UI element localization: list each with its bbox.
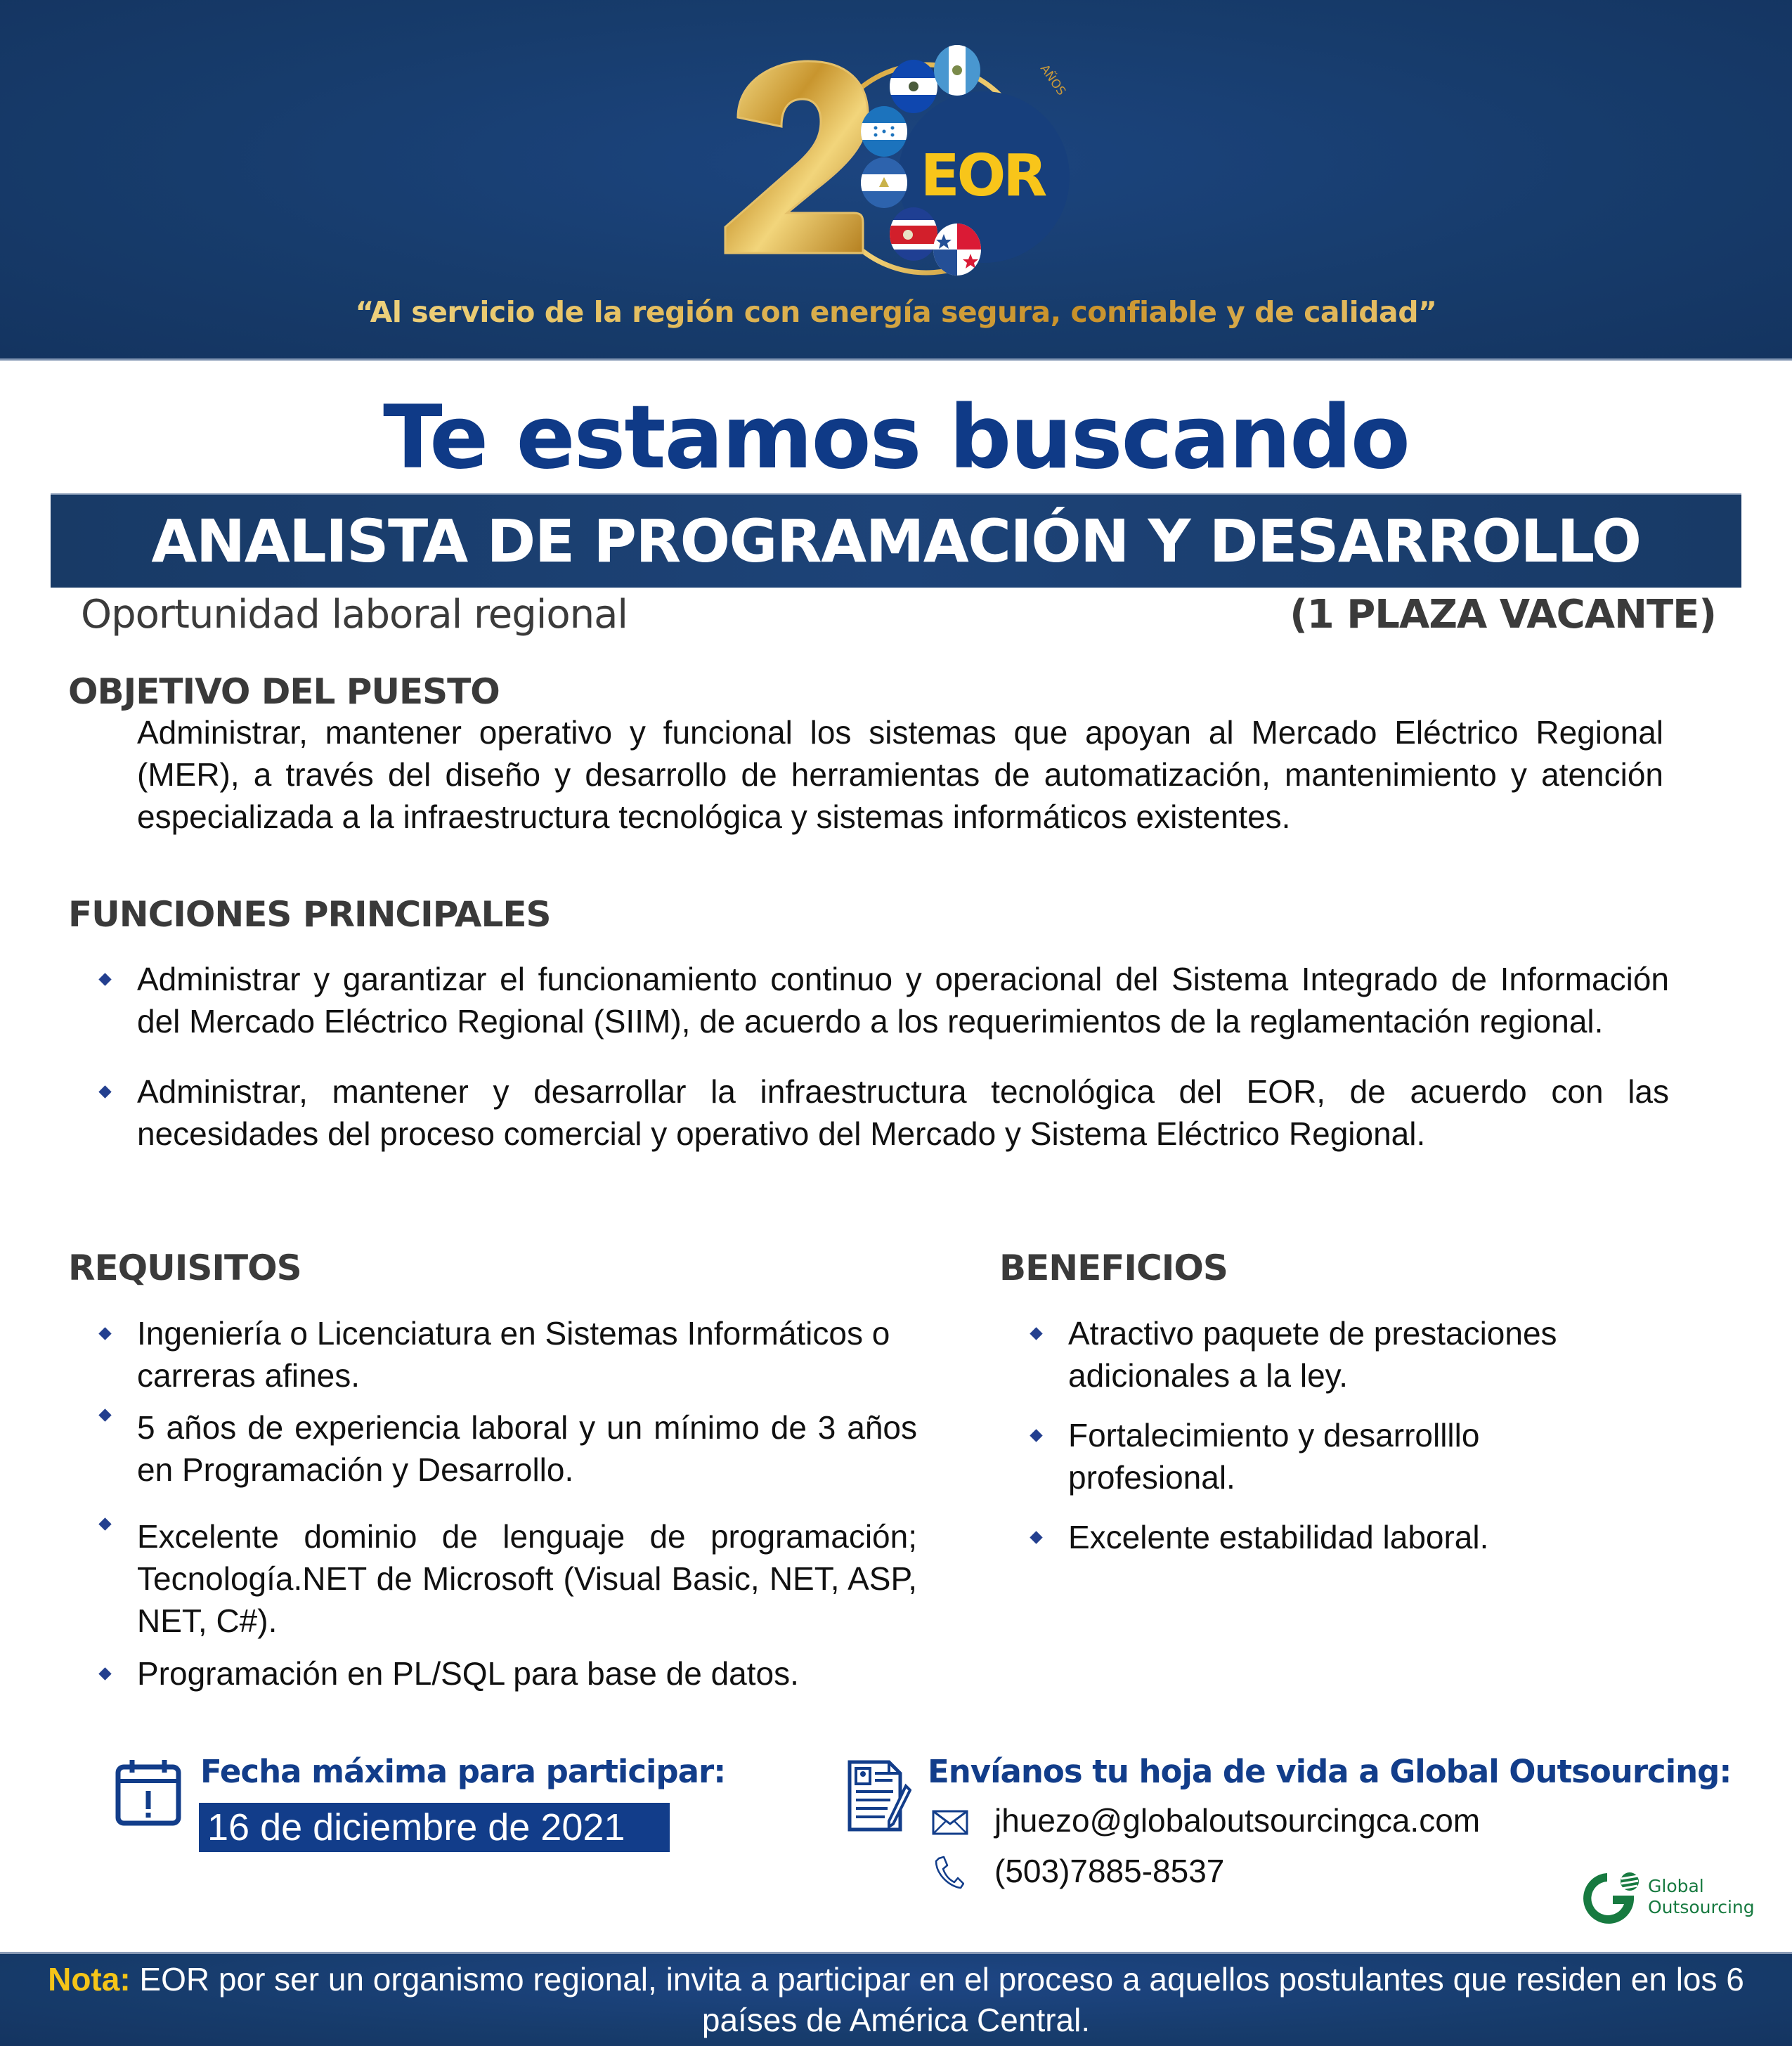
diamond-bullet-icon [98,1327,111,1340]
list-item [1068,1516,1673,1558]
note-text: EOR por ser un organismo regional, invita a participar en el proceso a aquellos postulantes que residen en los 6 países de América Central. [130,1961,1744,2038]
objective-heading: OBJETIVO DEL PUESTO [68,671,500,712]
list-item-text: 5 años de experiencia laboral y un mínimo de 3 años en Programación y Desarrollo. [137,1409,917,1488]
opportunity-label: Oportunidad laboral regional [81,592,628,637]
diamond-bullet-icon [98,1517,111,1530]
diamond-bullet-icon [98,1085,111,1098]
page-title: Te estamos buscando [383,387,1409,488]
list-item-text: Ingeniería o Licenciatura en Sistemas Informáticos o carreras afines. [137,1315,890,1394]
contact-label: Envíanos tu hoja de vida a Global Outsourcing: [928,1753,1732,1790]
diamond-bullet-icon [98,973,111,985]
list-item [137,1406,917,1491]
diamond-bullet-icon [1030,1531,1042,1543]
list-item [137,958,1669,1042]
job-title: ANALISTA DE PROGRAMACIÓN Y DESARROLLO [151,507,1641,576]
list-item [1068,1312,1673,1397]
footer-note [28,1959,1764,2040]
list-item-text: Programación en PL/SQL para base de datos. [137,1655,799,1692]
list-item-text: Fortalecimiento y desarrollllo profesional. [1068,1417,1480,1496]
flag-guatemala-icon [931,42,987,98]
email-link[interactable]: jhuezo@globaloutsourcingca.com [994,1802,1481,1839]
phone-icon [933,1856,964,1889]
functions-heading: FUNCIONES PRINCIPALES [68,894,551,935]
anos-label: AÑOS [1037,62,1069,98]
diamond-bullet-icon [98,1409,111,1421]
requirements-heading: REQUISITOS [68,1248,301,1288]
tagline: “Al servicio de la región con energía segura, confiable y de calidad” [0,295,1792,329]
resume-icon [847,1759,911,1833]
vacancy-count: (1 PLAZA VACANTE) [1290,592,1716,637]
diamond-bullet-icon [98,1667,111,1680]
benefits-list [1068,1312,1673,1576]
eor-brand-text: EOR [920,143,1045,209]
list-item [137,1070,1669,1155]
list-item-text: Excelente estabilidad laboral. [1068,1519,1489,1555]
list-item [137,1515,917,1642]
objective-text: Administrar, mantener operativo y funcional los sistemas que apoyan al Mercado Eléctrico Regional (MER), a través del diseño y desarrollo de herramientas de automatización, mantenimiento y atención especializada a la infraestructura tecnológica y sistemas informáticos existentes. [137,714,1663,835]
requirements-list [137,1312,917,1695]
go-logo-line1: Global [1648,1876,1704,1896]
phone-link[interactable]: (503)7885-8537 [994,1853,1225,1889]
benefits-heading: BENEFICIOS [999,1248,1228,1288]
list-item [1068,1414,1560,1498]
list-item-text: Excelente dominio de lenguaje de programación; Tecnología.NET de Microsoft (Visual Basic, NET, ASP, NET, C#). [137,1518,917,1639]
list-item-text: Atractivo paquete de prestaciones adicionales a la ley. [1068,1315,1557,1394]
functions-list [137,958,1669,1183]
list-item [137,1652,917,1695]
eor-20-anos-logo [710,39,1089,285]
list-item-text: Administrar y garantizar el funcionamiento continuo y operacional del Sistema Integrado de Información del Mercado Eléctrico Regional (SIIM), de acuerdo a los requerimientos de la reglamentación regional. [137,961,1669,1040]
diamond-bullet-icon [1030,1327,1042,1340]
job-title-banner [51,493,1741,588]
deadline-date: 16 de diciembre de 2021 [207,1806,625,1848]
calendar-alert-icon [115,1757,182,1827]
diamond-bullet-icon [1030,1429,1042,1442]
note-label: Nota: [48,1961,131,1998]
deadline-date-box [199,1803,670,1852]
go-logo-line2: Outsourcing [1648,1897,1755,1917]
digit-two-shape [725,61,868,253]
list-item-text: Administrar, mantener y desarrollar la infraestructura tecnológica del EOR, de acuerdo con las necesidades del proceso comercial y operativo del Mercado y Sistema Eléctrico Regional. [137,1073,1669,1152]
envelope-icon [932,1810,968,1835]
deadline-label: Fecha máxima para participar: [200,1753,726,1790]
list-item [137,1312,917,1397]
